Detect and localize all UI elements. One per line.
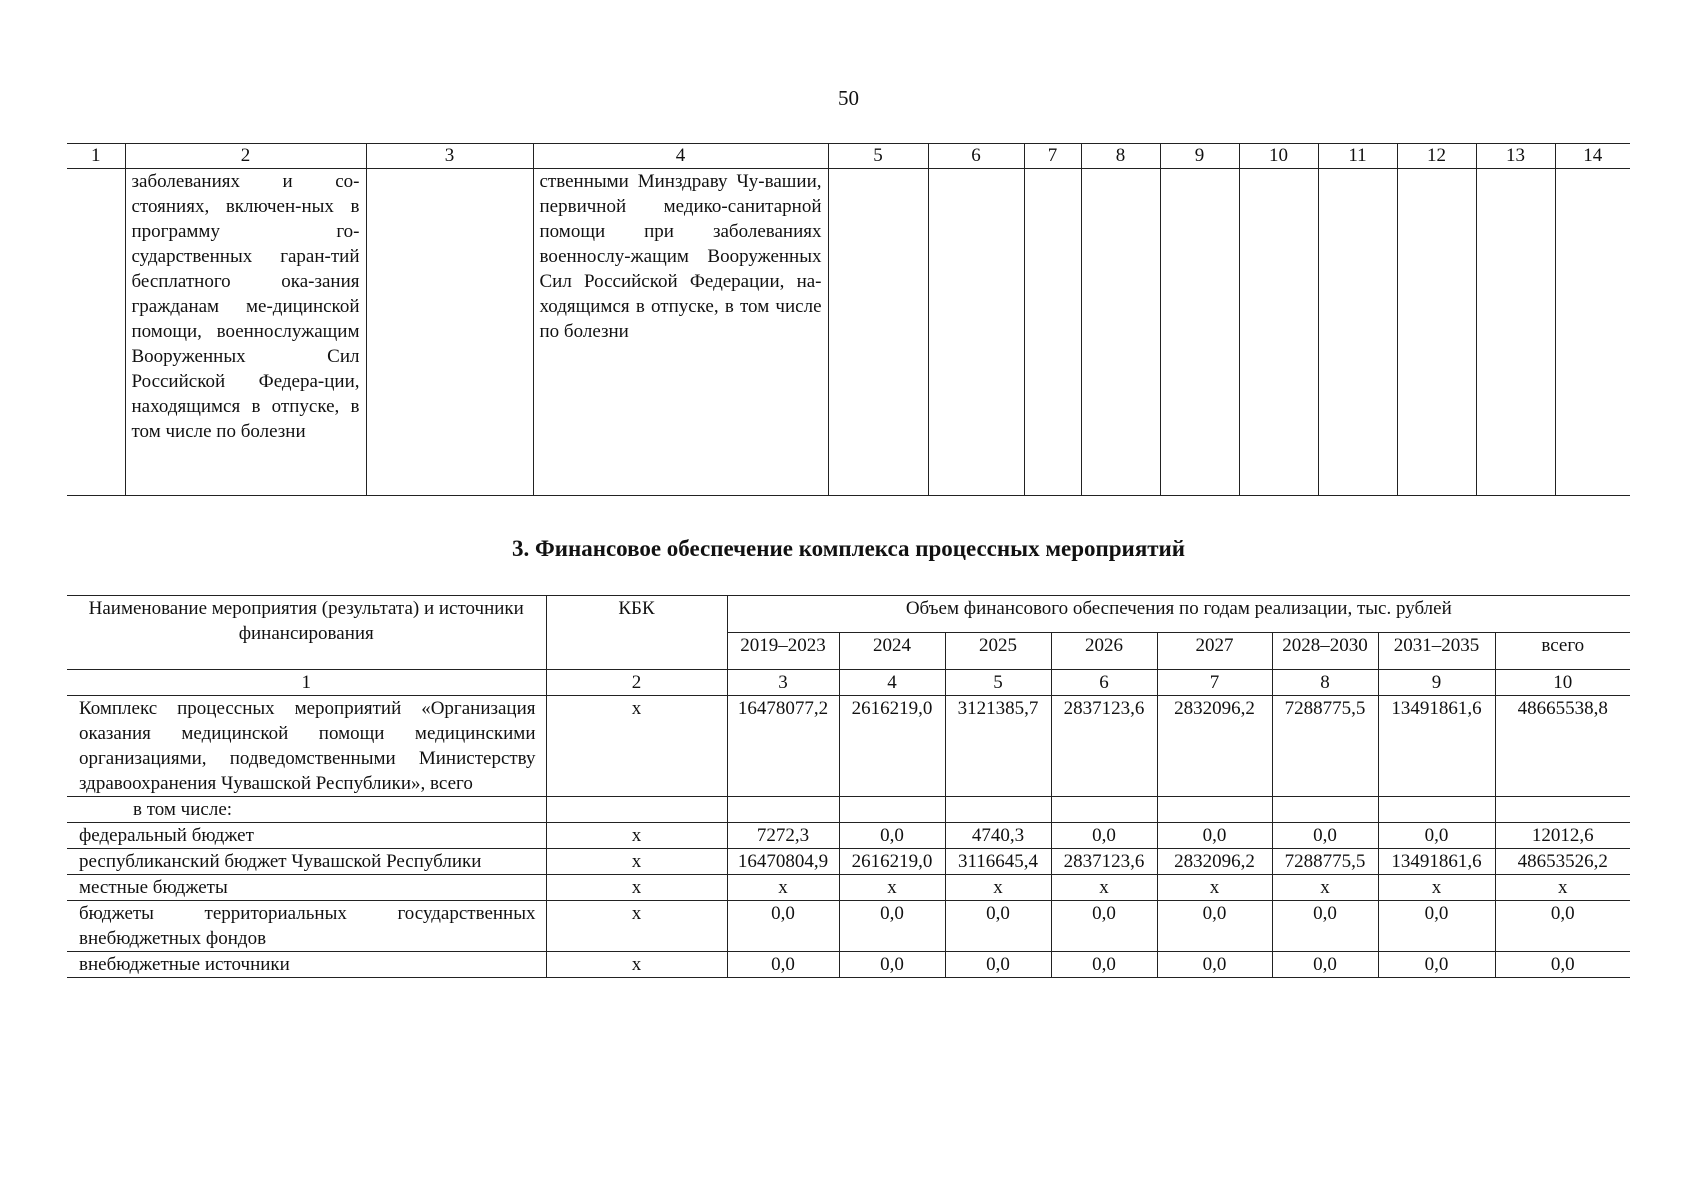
empty-cell	[1555, 169, 1630, 496]
row-value: 0,0	[727, 952, 839, 978]
row-value: 7288775,5	[1272, 696, 1378, 797]
row-kbk: x	[546, 823, 727, 849]
header-kbk: КБК	[546, 596, 727, 670]
empty-cell	[928, 169, 1024, 496]
continuation-table	[67, 143, 1630, 496]
col-number: 7	[1157, 670, 1272, 696]
col-number: 8	[1081, 144, 1160, 169]
row-value: x	[1378, 875, 1495, 901]
row-value: 16470804,9	[727, 849, 839, 875]
header-year: 2019–2023	[727, 633, 839, 670]
row-value: 0,0	[1272, 952, 1378, 978]
row-kbk: x	[546, 849, 727, 875]
empty-cell	[1051, 797, 1157, 823]
empty-cell	[1157, 797, 1272, 823]
row-value: x	[1272, 875, 1378, 901]
row-value: 0,0	[945, 952, 1051, 978]
table-row	[67, 952, 1630, 978]
row-value: 48665538,8	[1495, 696, 1630, 797]
row-value: 48653526,2	[1495, 849, 1630, 875]
col-number: 2	[125, 144, 366, 169]
row-value: 12012,6	[1495, 823, 1630, 849]
row-value: 2837123,6	[1051, 696, 1157, 797]
empty-cell	[1318, 169, 1397, 496]
col-number: 9	[1378, 670, 1495, 696]
row-value: 0,0	[1051, 901, 1157, 952]
row-value: x	[1157, 875, 1272, 901]
row-name: Комплекс процессных мероприятий «Организация оказания медицинской помощи медицинскими организациями, подведомственными Министерству здравоохранения Чувашской Республики», всего	[67, 696, 546, 797]
header-volume: Объем финансового обеспечения по годам реализации, тыс. рублей	[727, 596, 1630, 633]
table-row	[67, 797, 1630, 823]
row-value: 2832096,2	[1157, 849, 1272, 875]
header-name: Наименование мероприятия (результата) и источники финансирования	[67, 596, 546, 670]
row-value: 4740,3	[945, 823, 1051, 849]
empty-cell	[67, 169, 125, 496]
row-value: 0,0	[1378, 901, 1495, 952]
header-year: 2031–2035	[1378, 633, 1495, 670]
row-value: 0,0	[1495, 901, 1630, 952]
row-value: x	[945, 875, 1051, 901]
empty-cell	[1495, 797, 1630, 823]
row-value: 2832096,2	[1157, 696, 1272, 797]
col-number: 2	[546, 670, 727, 696]
empty-cell	[1024, 169, 1081, 496]
service-description: ственными Минздраву Чу-вашии, первичной медико-санитарной помощи при заболеваниях военнослу-жащим Вооруженных Сил Российской Федерации, на-ходящимся в отпуске, в том числе по болезни	[533, 169, 828, 496]
row-value: 2837123,6	[1051, 849, 1157, 875]
condition-description: заболеваниях и со-стояниях, включен-ных в программу го-сударственных гаран-тий бесплатного ока-зания гражданам ме-дицинской помощи, военнослужащим Вооруженных Сил Российской Федера-ции, находящимся в отпуске, в том числе по болезни	[125, 169, 366, 496]
table-row	[67, 823, 1630, 849]
row-value: 7288775,5	[1272, 849, 1378, 875]
row-value: 0,0	[1157, 901, 1272, 952]
empty-cell	[546, 797, 727, 823]
col-number: 6	[928, 144, 1024, 169]
col-number: 1	[67, 670, 546, 696]
empty-cell	[945, 797, 1051, 823]
row-value: 0,0	[1157, 823, 1272, 849]
row-value: 0,0	[839, 952, 945, 978]
header-year: 2026	[1051, 633, 1157, 670]
table-row	[67, 849, 1630, 875]
col-number: 3	[366, 144, 533, 169]
row-value: 3116645,4	[945, 849, 1051, 875]
table-row	[67, 901, 1630, 952]
row-value: 0,0	[1495, 952, 1630, 978]
table-row	[67, 696, 1630, 797]
row-value: x	[839, 875, 945, 901]
row-value: 2616219,0	[839, 696, 945, 797]
header-row	[67, 596, 1630, 633]
col-number: 1	[67, 144, 125, 169]
col-number: 4	[839, 670, 945, 696]
col-number: 8	[1272, 670, 1378, 696]
col-number: 11	[1318, 144, 1397, 169]
col-number: 5	[945, 670, 1051, 696]
header-year: 2027	[1157, 633, 1272, 670]
financing-table	[67, 595, 1630, 978]
row-name: в том числе:	[67, 797, 546, 823]
row-value: 0,0	[945, 901, 1051, 952]
row-value: 0,0	[1157, 952, 1272, 978]
empty-cell	[828, 169, 928, 496]
table-row	[67, 169, 1630, 496]
empty-cell	[1272, 797, 1378, 823]
column-number-row	[67, 670, 1630, 696]
row-value: x	[1051, 875, 1157, 901]
col-number: 6	[1051, 670, 1157, 696]
row-name: местные бюджеты	[67, 875, 546, 901]
row-value: 0,0	[1272, 901, 1378, 952]
row-name: республиканский бюджет Чувашской Республики	[67, 849, 546, 875]
row-value: 0,0	[1378, 823, 1495, 849]
section-title: 3. Финансовое обеспечение комплекса процессных мероприятий	[511, 536, 1186, 561]
row-value: 0,0	[1051, 952, 1157, 978]
row-value: 0,0	[1051, 823, 1157, 849]
row-value: 16478077,2	[727, 696, 839, 797]
col-number: 14	[1555, 144, 1630, 169]
empty-cell	[1081, 169, 1160, 496]
col-number: 10	[1495, 670, 1630, 696]
col-number: 12	[1397, 144, 1476, 169]
row-value: 0,0	[727, 901, 839, 952]
row-value: 2616219,0	[839, 849, 945, 875]
row-kbk: x	[546, 901, 727, 952]
row-value: x	[1495, 875, 1630, 901]
col-number: 13	[1476, 144, 1555, 169]
empty-cell	[1160, 169, 1239, 496]
column-number-row	[67, 144, 1630, 169]
col-number: 3	[727, 670, 839, 696]
row-value: 13491861,6	[1378, 696, 1495, 797]
empty-cell	[1378, 797, 1495, 823]
table-row	[67, 875, 1630, 901]
page-number: 50	[838, 86, 859, 110]
row-value: 7272,3	[727, 823, 839, 849]
header-year: 2028–2030	[1272, 633, 1378, 670]
empty-cell	[1397, 169, 1476, 496]
header-year: 2024	[839, 633, 945, 670]
row-value: 3121385,7	[945, 696, 1051, 797]
col-number: 7	[1024, 144, 1081, 169]
row-value: 0,0	[1272, 823, 1378, 849]
row-name: внебюджетные источники	[67, 952, 546, 978]
row-name: бюджеты территориальных государственных внебюджетных фондов	[67, 901, 546, 952]
row-kbk: x	[546, 696, 727, 797]
col-number: 5	[828, 144, 928, 169]
empty-cell	[1239, 169, 1318, 496]
col-number: 10	[1239, 144, 1318, 169]
row-value: 13491861,6	[1378, 849, 1495, 875]
row-kbk: x	[546, 875, 727, 901]
col-number: 4	[533, 144, 828, 169]
row-kbk: x	[546, 952, 727, 978]
col-number: 9	[1160, 144, 1239, 169]
row-name: федеральный бюджет	[67, 823, 546, 849]
row-value: 0,0	[1378, 952, 1495, 978]
empty-cell	[727, 797, 839, 823]
row-value: x	[727, 875, 839, 901]
empty-cell	[366, 169, 533, 496]
header-year: всего	[1495, 633, 1630, 670]
empty-cell	[839, 797, 945, 823]
empty-cell	[1476, 169, 1555, 496]
row-value: 0,0	[839, 901, 945, 952]
row-value: 0,0	[839, 823, 945, 849]
header-year: 2025	[945, 633, 1051, 670]
